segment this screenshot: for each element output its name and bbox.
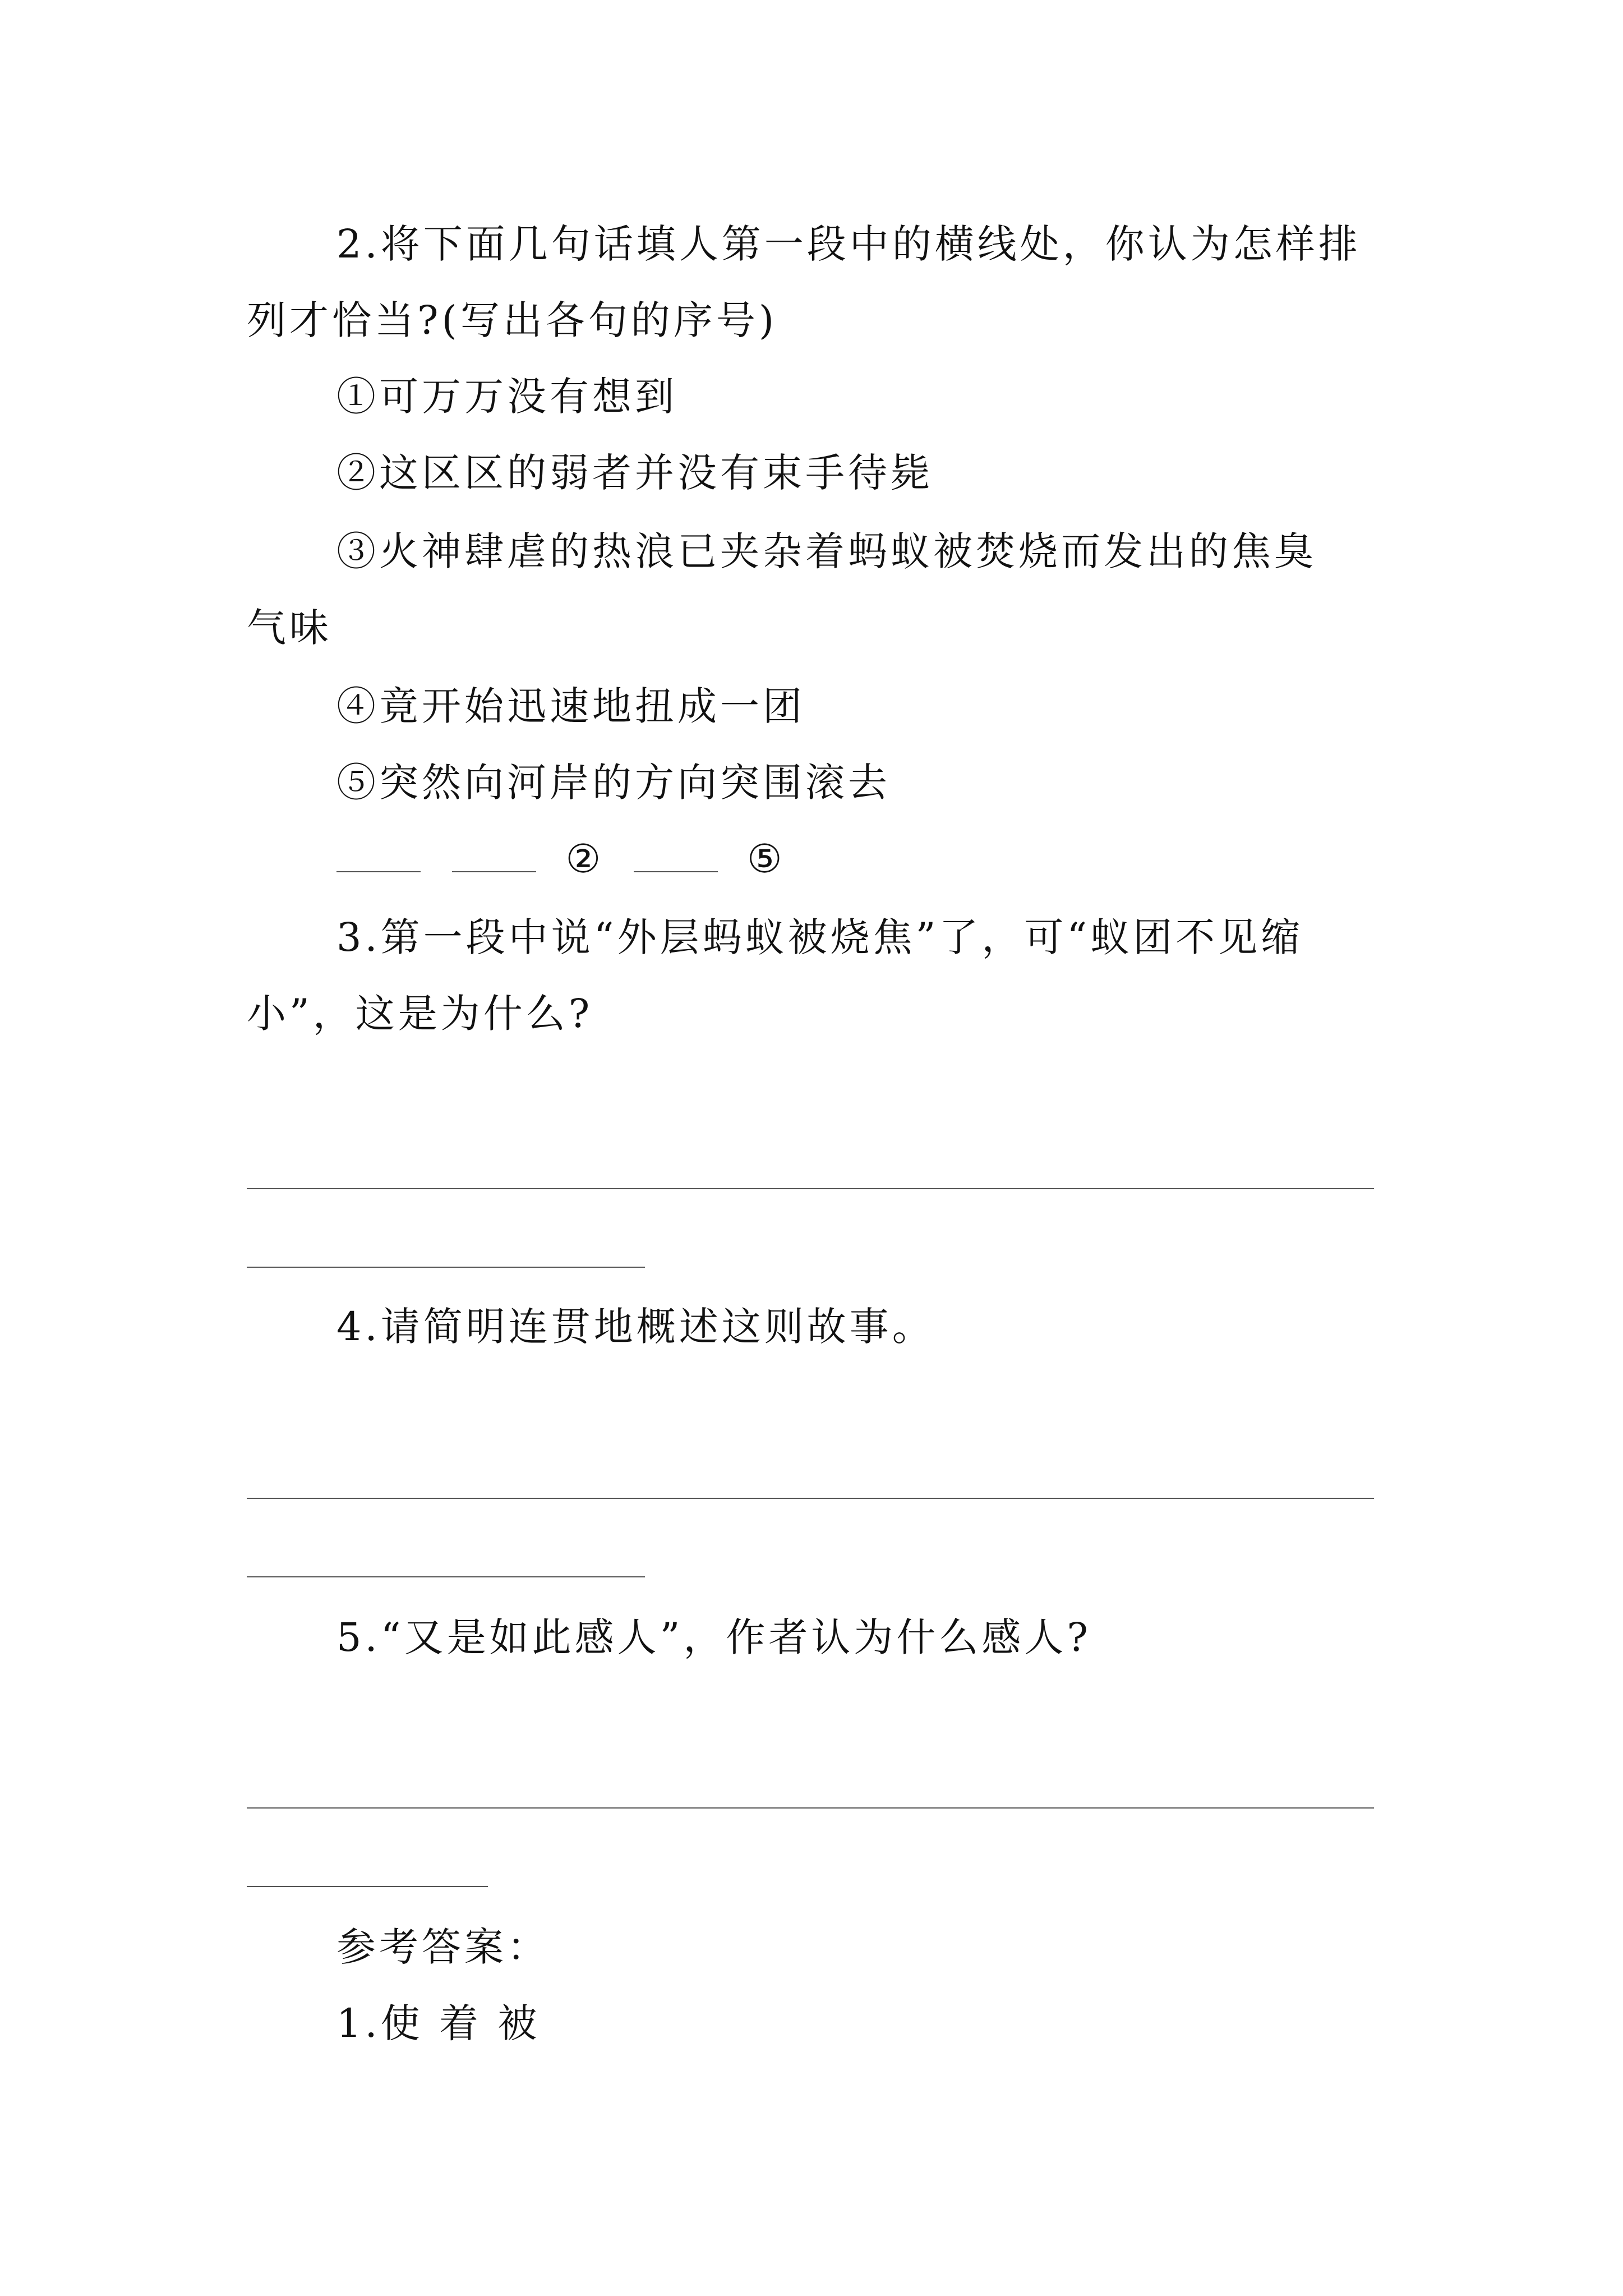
- question-5-line-1: 5.“又是如此感人”，作者认为什么感人?: [336, 1614, 1091, 1660]
- option-5: ⑤突然向河岸的方向突围滚去: [336, 760, 891, 806]
- order-known-1: ②: [565, 836, 605, 882]
- answer-1: 1.使 着 被: [336, 2000, 541, 2046]
- order-blank-1[interactable]: [336, 869, 421, 872]
- option-1: ①可万万没有想到: [336, 374, 677, 420]
- question-2-line-2: 列才恰当?(写出各句的序号): [247, 297, 778, 343]
- option-3-line-1: ③火神肆虐的热浪已夹杂着蚂蚁被焚烧而发出的焦臭: [336, 528, 1317, 574]
- answer-line-q5-1[interactable]: [247, 1807, 1374, 1809]
- option-4: ④竟开始迅速地扭成一团: [336, 683, 805, 729]
- order-blank-3[interactable]: [634, 869, 718, 872]
- order-answer-row: [336, 836, 791, 882]
- answer-line-q4-2[interactable]: [247, 1576, 645, 1577]
- option-2: ②这区区的弱者并没有束手待毙: [336, 450, 933, 496]
- answer-line-q3-2[interactable]: [247, 1267, 645, 1268]
- order-known-2: ⑤: [746, 836, 786, 882]
- answer-line-q4-1[interactable]: [247, 1498, 1374, 1499]
- question-3-line-2: 小”，这是为什么?: [247, 991, 593, 1037]
- answers-heading: 参考答案：: [336, 1924, 550, 1970]
- order-blank-2[interactable]: [452, 869, 536, 872]
- question-3-line-1: 3.第一段中说“外层蚂蚁被烧焦”了，可“蚁团不见缩: [336, 914, 1304, 960]
- question-2-line-1: 2.将下面几句话填人第一段中的横线处，你认为怎样排: [336, 221, 1361, 267]
- question-4-line-1: 4.请简明连贯地概述这则故事。: [336, 1304, 935, 1350]
- answer-line-q5-2[interactable]: [247, 1886, 488, 1887]
- answer-line-q3-1[interactable]: [247, 1188, 1374, 1189]
- option-3-line-2: 气味: [247, 605, 332, 651]
